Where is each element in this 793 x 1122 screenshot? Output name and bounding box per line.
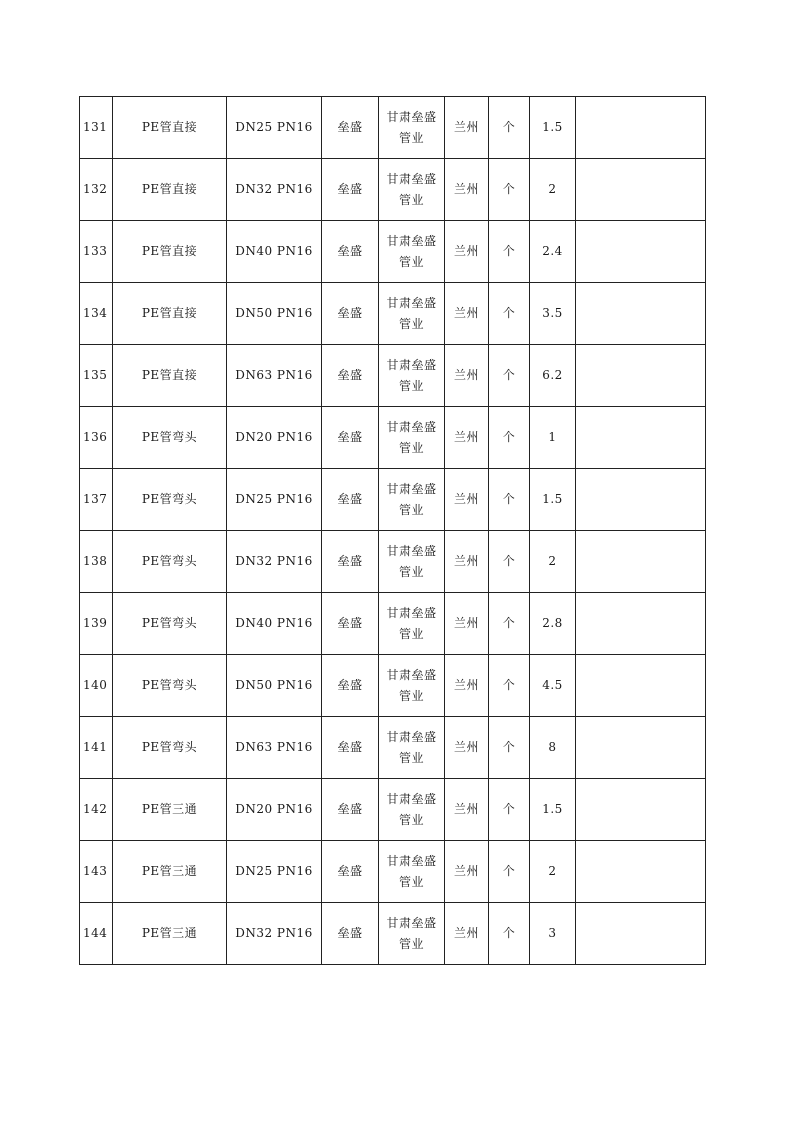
price-cell: 2	[530, 531, 576, 593]
unit-cell: 个	[489, 903, 530, 965]
price-cell: 3	[530, 903, 576, 965]
remark-cell	[576, 159, 706, 221]
unit-cell: 个	[489, 469, 530, 531]
item-name-cell: PE管三通	[113, 903, 227, 965]
row-number-cell: 139	[80, 593, 113, 655]
origin-cell: 兰州	[445, 283, 489, 345]
manufacturer-text: 甘肃垒盛管业	[386, 109, 437, 145]
specification-cell: DN40 PN16	[227, 593, 322, 655]
origin-cell: 兰州	[445, 841, 489, 903]
brand-cell: 垒盛	[322, 717, 379, 779]
specification-cell: DN32 PN16	[227, 531, 322, 593]
remark-cell	[576, 97, 706, 159]
manufacturer-cell	[379, 593, 445, 655]
price-cell: 4.5	[530, 655, 576, 717]
specification-cell: DN32 PN16	[227, 159, 322, 221]
manufacturer-cell	[379, 221, 445, 283]
row-number-cell: 131	[80, 97, 113, 159]
brand-cell: 垒盛	[322, 159, 379, 221]
manufacturer-text: 甘肃垒盛管业	[386, 915, 437, 951]
remark-cell	[576, 655, 706, 717]
manufacturer-cell	[379, 159, 445, 221]
price-cell: 2	[530, 159, 576, 221]
manufacturer-text: 甘肃垒盛管业	[386, 667, 437, 703]
remark-cell	[576, 593, 706, 655]
unit-cell: 个	[489, 97, 530, 159]
price-cell: 2.4	[530, 221, 576, 283]
unit-cell: 个	[489, 655, 530, 717]
unit-cell: 个	[489, 407, 530, 469]
table-body	[80, 97, 706, 965]
specification-cell: DN25 PN16	[227, 469, 322, 531]
table-row	[80, 345, 706, 407]
brand-cell: 垒盛	[322, 655, 379, 717]
manufacturer-cell	[379, 283, 445, 345]
specification-cell: DN63 PN16	[227, 717, 322, 779]
brand-cell: 垒盛	[322, 469, 379, 531]
origin-cell: 兰州	[445, 779, 489, 841]
price-table	[79, 96, 706, 965]
specification-cell: DN32 PN16	[227, 903, 322, 965]
brand-cell: 垒盛	[322, 841, 379, 903]
manufacturer-text: 甘肃垒盛管业	[386, 233, 437, 269]
manufacturer-text: 甘肃垒盛管业	[386, 357, 437, 393]
origin-cell: 兰州	[445, 345, 489, 407]
brand-cell: 垒盛	[322, 593, 379, 655]
brand-cell: 垒盛	[322, 221, 379, 283]
item-name-cell: PE管弯头	[113, 469, 227, 531]
specification-cell: DN63 PN16	[227, 345, 322, 407]
specification-cell: DN50 PN16	[227, 283, 322, 345]
table-row	[80, 159, 706, 221]
manufacturer-text: 甘肃垒盛管业	[386, 481, 437, 517]
row-number-cell: 141	[80, 717, 113, 779]
origin-cell: 兰州	[445, 221, 489, 283]
table-row	[80, 97, 706, 159]
manufacturer-text: 甘肃垒盛管业	[386, 295, 437, 331]
remark-cell	[576, 469, 706, 531]
table-row	[80, 841, 706, 903]
brand-cell: 垒盛	[322, 407, 379, 469]
price-cell: 1.5	[530, 97, 576, 159]
brand-cell: 垒盛	[322, 345, 379, 407]
price-cell: 3.5	[530, 283, 576, 345]
row-number-cell: 144	[80, 903, 113, 965]
row-number-cell: 134	[80, 283, 113, 345]
table-row	[80, 779, 706, 841]
price-cell: 1.5	[530, 779, 576, 841]
unit-cell: 个	[489, 345, 530, 407]
item-name-cell: PE管直接	[113, 283, 227, 345]
manufacturer-cell	[379, 97, 445, 159]
price-cell: 8	[530, 717, 576, 779]
item-name-cell: PE管弯头	[113, 717, 227, 779]
price-cell: 6.2	[530, 345, 576, 407]
manufacturer-cell	[379, 655, 445, 717]
manufacturer-text: 甘肃垒盛管业	[386, 853, 437, 889]
price-cell: 2	[530, 841, 576, 903]
remark-cell	[576, 407, 706, 469]
specification-cell: DN25 PN16	[227, 841, 322, 903]
table-row	[80, 593, 706, 655]
manufacturer-text: 甘肃垒盛管业	[386, 543, 437, 579]
item-name-cell: PE管三通	[113, 841, 227, 903]
item-name-cell: PE管弯头	[113, 655, 227, 717]
origin-cell: 兰州	[445, 159, 489, 221]
brand-cell: 垒盛	[322, 97, 379, 159]
remark-cell	[576, 779, 706, 841]
manufacturer-cell	[379, 345, 445, 407]
row-number-cell: 135	[80, 345, 113, 407]
unit-cell: 个	[489, 283, 530, 345]
origin-cell: 兰州	[445, 655, 489, 717]
origin-cell: 兰州	[445, 407, 489, 469]
unit-cell: 个	[489, 531, 530, 593]
manufacturer-text: 甘肃垒盛管业	[386, 419, 437, 455]
manufacturer-cell	[379, 779, 445, 841]
table-row	[80, 655, 706, 717]
table-row	[80, 469, 706, 531]
manufacturer-cell	[379, 903, 445, 965]
row-number-cell: 143	[80, 841, 113, 903]
row-number-cell: 137	[80, 469, 113, 531]
manufacturer-text: 甘肃垒盛管业	[386, 605, 437, 641]
table-row	[80, 283, 706, 345]
remark-cell	[576, 345, 706, 407]
table-row	[80, 407, 706, 469]
brand-cell: 垒盛	[322, 903, 379, 965]
unit-cell: 个	[489, 779, 530, 841]
manufacturer-text: 甘肃垒盛管业	[386, 171, 437, 207]
manufacturer-cell	[379, 531, 445, 593]
remark-cell	[576, 717, 706, 779]
unit-cell: 个	[489, 717, 530, 779]
remark-cell	[576, 903, 706, 965]
row-number-cell: 132	[80, 159, 113, 221]
row-number-cell: 138	[80, 531, 113, 593]
item-name-cell: PE管弯头	[113, 531, 227, 593]
specification-cell: DN40 PN16	[227, 221, 322, 283]
manufacturer-cell	[379, 717, 445, 779]
unit-cell: 个	[489, 159, 530, 221]
item-name-cell: PE管直接	[113, 221, 227, 283]
brand-cell: 垒盛	[322, 531, 379, 593]
manufacturer-cell	[379, 841, 445, 903]
item-name-cell: PE管直接	[113, 97, 227, 159]
row-number-cell: 140	[80, 655, 113, 717]
origin-cell: 兰州	[445, 469, 489, 531]
origin-cell: 兰州	[445, 903, 489, 965]
row-number-cell: 136	[80, 407, 113, 469]
origin-cell: 兰州	[445, 593, 489, 655]
specification-cell: DN25 PN16	[227, 97, 322, 159]
specification-cell: DN50 PN16	[227, 655, 322, 717]
price-cell: 2.8	[530, 593, 576, 655]
remark-cell	[576, 221, 706, 283]
price-cell: 1.5	[530, 469, 576, 531]
unit-cell: 个	[489, 841, 530, 903]
manufacturer-text: 甘肃垒盛管业	[386, 729, 437, 765]
table-row	[80, 531, 706, 593]
item-name-cell: PE管直接	[113, 159, 227, 221]
item-name-cell: PE管弯头	[113, 593, 227, 655]
origin-cell: 兰州	[445, 97, 489, 159]
item-name-cell: PE管三通	[113, 779, 227, 841]
manufacturer-cell	[379, 469, 445, 531]
manufacturer-cell	[379, 407, 445, 469]
unit-cell: 个	[489, 221, 530, 283]
specification-cell: DN20 PN16	[227, 407, 322, 469]
table-row	[80, 717, 706, 779]
remark-cell	[576, 531, 706, 593]
remark-cell	[576, 283, 706, 345]
table-row	[80, 903, 706, 965]
price-cell: 1	[530, 407, 576, 469]
item-name-cell: PE管弯头	[113, 407, 227, 469]
item-name-cell: PE管直接	[113, 345, 227, 407]
manufacturer-text: 甘肃垒盛管业	[386, 791, 437, 827]
remark-cell	[576, 841, 706, 903]
origin-cell: 兰州	[445, 717, 489, 779]
brand-cell: 垒盛	[322, 779, 379, 841]
unit-cell: 个	[489, 593, 530, 655]
row-number-cell: 133	[80, 221, 113, 283]
table-row	[80, 221, 706, 283]
origin-cell: 兰州	[445, 531, 489, 593]
brand-cell: 垒盛	[322, 283, 379, 345]
row-number-cell: 142	[80, 779, 113, 841]
specification-cell: DN20 PN16	[227, 779, 322, 841]
